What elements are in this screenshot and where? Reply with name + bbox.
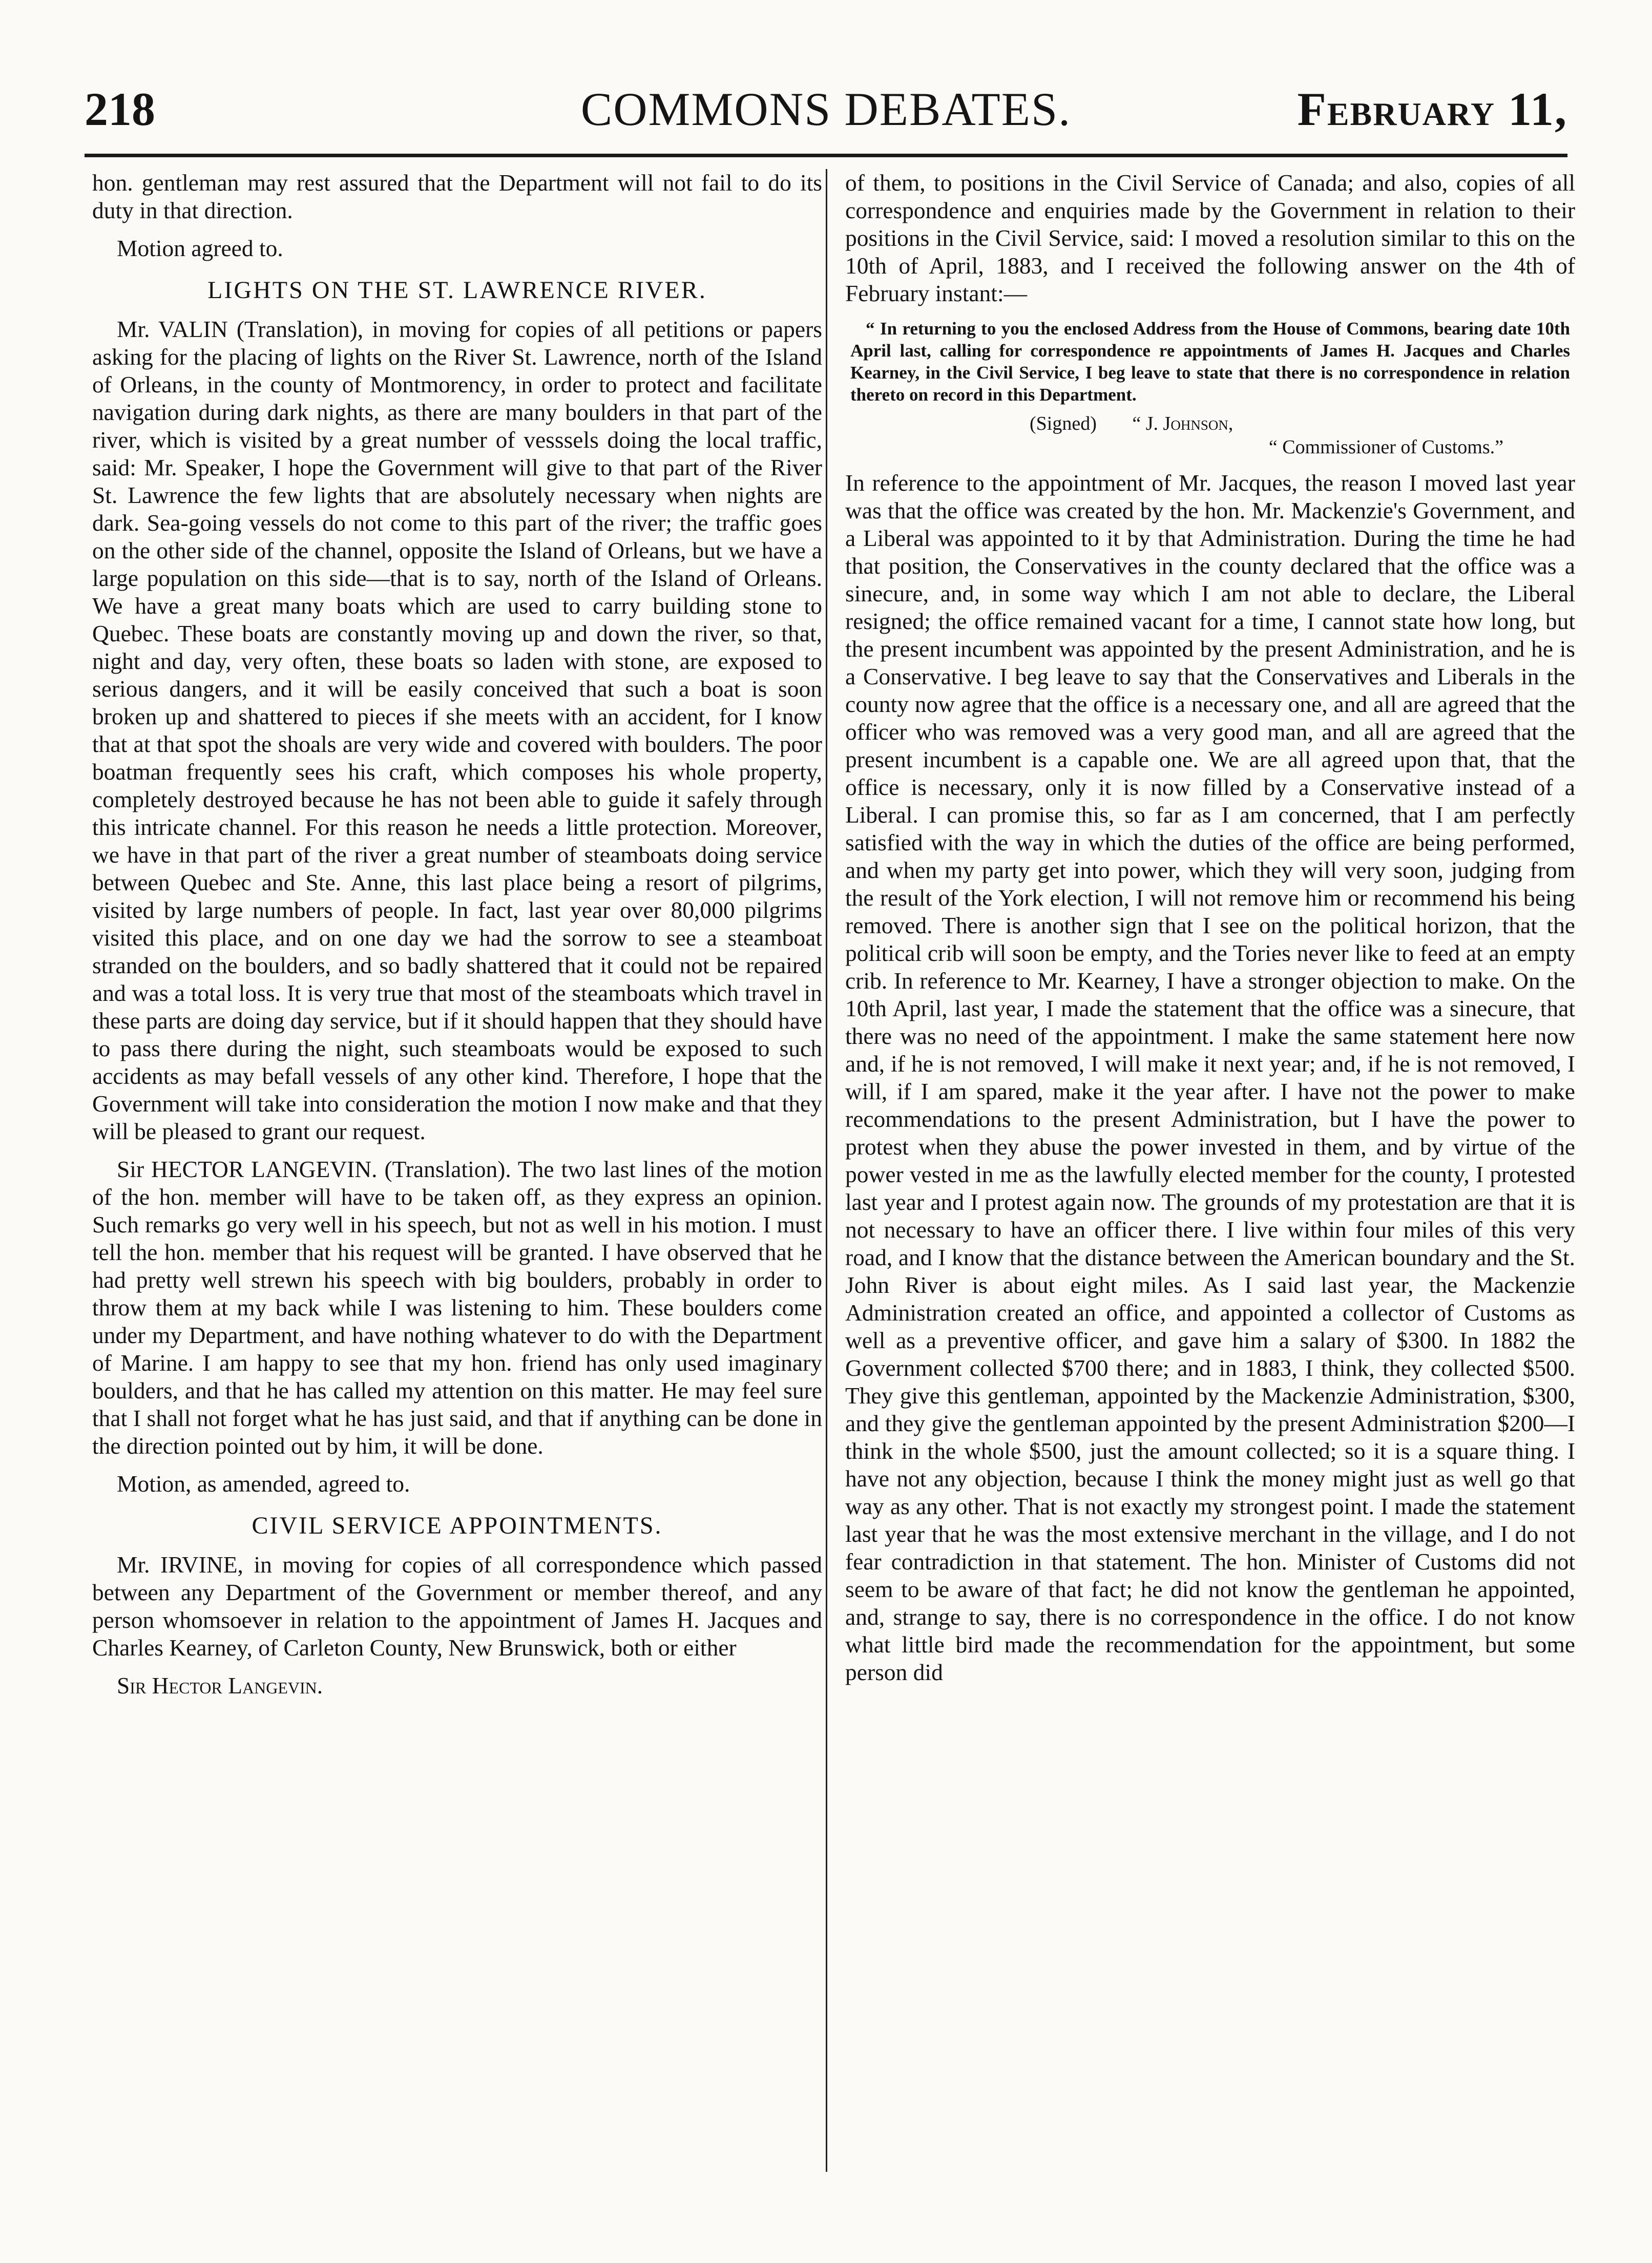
signed-label: (Signed) [1030, 413, 1097, 434]
quoted-letter: “ In returning to you the enclosed Address from the House of Commons, bearing date 10th April last, calling for correspondence re appointments of James H. Jacques and Charles Kearney, in the Civil Service, I beg leave to state that there is no correspondence in relation thereto on record in this Department. [850, 319, 1570, 405]
signer-name: “ J. Johnson, [1132, 413, 1233, 434]
running-header [85, 72, 1567, 149]
column-divider [826, 169, 827, 2172]
paragraph: Mr. IRVINE, in moving for copies of all correspondence which passed between any Department of the Government or member thereof, and any person whomsoever in relation to the appointment of James H. Jacques and Charles Kearney, of Carleton County, New Brunswick, both or either [92, 1552, 822, 1661]
signer-title: “ Commissioner of Customs.” [1268, 436, 1503, 458]
paragraph: Sir HECTOR LANGEVIN. (Translation). The two last lines of the motion of the hon. member will have to be taken off, as they express an opinion. Such remarks go very well in his speech, but not as well in his motion. I must tell the hon. member that his request will be granted. I have observed that he had pretty well strewn his speech with big boulders, probably in order to throw them at my back while I was listening to him. These boulders come under my Department, and have nothing whatever to do with the Department of Marine. I am happy to see that my hon. friend has only used imaginary boulders, and that he has called my attention on this matter. He may feel sure that I shall not forget what he has just said, and that if anything can be done in the direction pointed out by him, it will be done. [92, 1156, 822, 1459]
header-rule [85, 154, 1567, 157]
paragraph: Mr. VALIN (Translation), in moving for copies of all petitions or papers asking for the placing of lights on the River St. Lawrence, north of the Island of Orleans, in the county of Montmorency, in order to protect and facilitate navigation during dark nights, as there are many boulders in that part of the river, which is visited by a great number of vesssels doing the local traffic, said: Mr. Speaker, I hope the Government will give to that part of the River St. Lawrence the few lights that are absolutely necessary when nights are dark. Sea-going vessels do not come to this part of the river; the traffic goes on the other side of the channel, opposite the Island of Orleans, but we have a large population on this side—that is to say, north of the Island of Orleans. We have a great many boats which are used to carry building stone to Quebec. These boats are constantly moving up and down the river, so that, night and day, very often, these boats so laden with stone, are exposed to serious dangers, and it will be easily conceived that such a boat is soon broken up and shattered to pieces if she meets with an accident, for I know that at that spot the shoals are very wide and covered with boulders. The poor boatman frequently sees his craft, which composes his whole property, completely destroyed because he has not been able to guide it safely through this intricate channel. For this reason he needs a little protection. Moreover, we have in that part of the river a great number of steamboats doing service between Quebec and Ste. Anne, this last place being a resort of pilgrims, visited by large numbers of people. In fact, last year over 80,000 pilgrims visited this place, and on one day we had the sorrow to see a steamboat stranded on the boulders, and so badly shattered that it could not be repaired and was a total loss. It is very true that most of the steamboats which travel in these parts are doing day service, but if it should happen that they should have to pass there during the night, such steamboats would be exposed to such accidents as may befall vessels of any other kind. Therefore, I hope that the Government will take into consideration the motion I now make and that they will be pleased to grant our request. [92, 316, 822, 1144]
section-heading-lights: LIGHTS ON THE ST. LAWRENCE RIVER. [207, 277, 707, 304]
right-column [845, 169, 1575, 1696]
publication-title: COMMONS DEBATES. [580, 83, 1072, 135]
paragraph: Motion, as amended, agreed to. [117, 1471, 410, 1497]
paragraph: Motion agreed to. [117, 235, 283, 261]
left-column [92, 169, 822, 1710]
signature-block [845, 412, 1575, 459]
paragraph: of them, to positions in the Civil Service of Canada; and also, copies of all correspondence and enquiries made by the Government in relation to their positions in the Civil Service, said: I moved a resolution similar to this on the 10th of April, 1883, and I received the following answer on the 4th of February instant:— [845, 170, 1575, 306]
paragraph: In reference to the appointment of Mr. Jacques, the reason I moved last year was that the office was created by the hon. Mr. Mackenzie's Government, and a Liberal was appointed to it by that Administration. During the time he had that position, the Conservatives in the county declared that the office was a sinecure, and, in some way which I am not able to declare, the Liberal resigned; the office remained vacant for a time, I cannot state how long, but the present incumbent was appointed by the present Administration, and he is a Conservative. I beg leave to say that the Conservatives and Liberals in the county now agree that the office is a necessary one, and all are agreed that the officer who was removed was a very good man, and all are agreed that the present incumbent is a capable one. We are all agreed upon that, that the office is necessary, only it is now filled by a Conservative instead of a Liberal. I can promise this, so far as I am concerned, that I am perfectly satisfied with the way in which the duties of the office are being performed, and when my party get into power, which they will very soon, judging from the result of the York election, I will not remove him or recommend his being removed. There is another sign that I see on the political horizon, that the political crib will soon be empty, and the Tories never like to feed at an empty crib. In reference to Mr. Kearney, I have a stronger objection to make. On the 10th April, last year, I made the statement that the office was a sinecure, that there was no need of the appointment. I make the same statement here now and, if he is not removed, I will make it next year; and, if he is not removed, I will, if I am spared, make it the year after. I have not the power to make recommendations to the present Administration, but I have the power to protest when they abuse the power invested in them, and by virtue of the power vested in me as the lawfully elected member for the county, I protested last year and I protest again now. The grounds of my protestation are that it is not necessary to have an officer there. I live within four miles of this very road, and I know that the distance between the American boundary and the St. John River is about eight miles. As I said last year, the Mackenzie Administration created an office, and appointed a collector of Customs as well as a preventive officer, and gave him a salary of $300. In 1882 the Government collected $700 there; and in 1883, I think, they collected $500. They give this gentleman, appointed by the Mackenzie Administration, $300, and they give the gentleman appointed by the present Administration $200—I think in the whole $500, just the amount collected; so it is a square thing. I have not any objection, because I think the money might just as well go that way as any other. That is not exactly my strongest point. I made the statement last year that he was the most extensive merchant in the village, and I do not fear contradiction in that statement. The hon. Minister of Customs did not seem to be aware of that fact; he did not know the gentleman he appointed, and, strange to say, there is no correspondence in the office. I do not know what little bird made the recommendation for the appointment, but some person did [845, 470, 1575, 1685]
paragraph: hon. gentleman may rest assured that the Department will not fail to do its duty in that direction. [92, 170, 822, 223]
page-number: 218 [85, 83, 155, 135]
header-date: February 11, [1297, 83, 1567, 135]
section-heading-civil-service: CIVIL SERVICE APPOINTMENTS. [252, 1512, 663, 1539]
paragraph: Sir Hector Langevin. [117, 1672, 323, 1699]
